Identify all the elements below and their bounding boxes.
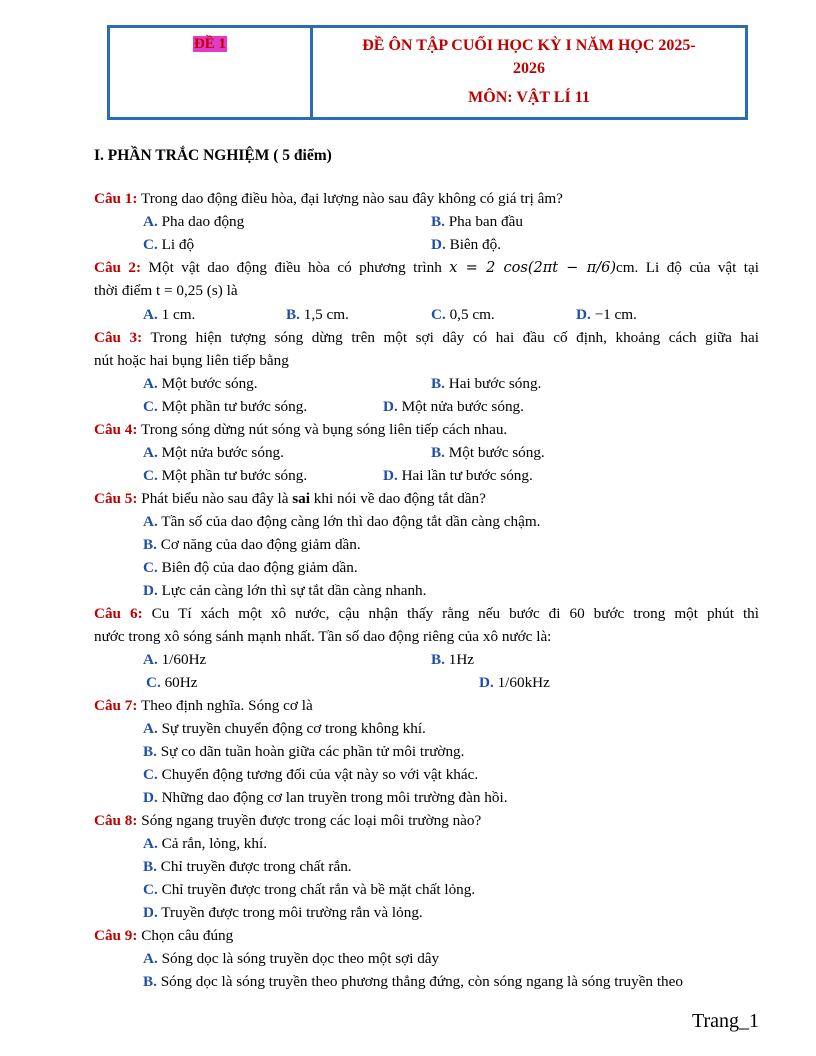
q7-option-c: C. Chuyển động tương đối của vật này so với vật khác. xyxy=(143,766,479,783)
question-3: Câu 3: Trong hiện tượng sóng dừng trên một sợi dây có hai đầu cố định, khoảng cách giữa hai xyxy=(94,329,759,346)
page-number: Trang_1 xyxy=(691,1010,759,1032)
q3-option-d: D. Một nửa bước sóng. xyxy=(383,398,524,415)
q4-option-c: C. Một phần tư bước sóng. xyxy=(143,467,308,484)
q5-option-b: B. Cơ năng của dao động giảm dần. xyxy=(143,536,361,553)
q8-option-a: A. Cả rắn, lỏng, khí. xyxy=(143,835,268,852)
q7-option-b: B. Sự co dãn tuần hoàn giữa các phần tử môi trường. xyxy=(143,743,465,760)
q2-option-a: A. 1 cm. xyxy=(143,306,196,323)
q1-option-d: D. Biên độ. xyxy=(431,236,502,253)
question-1: Câu 1: Trong dao động điều hòa, đại lượng nào sau đây không có giá trị âm? xyxy=(94,190,563,207)
q5-option-a: A. Tần số của dao động càng lớn thì dao động tắt dần càng chậm. xyxy=(143,513,541,530)
q1-option-c: C. Li độ xyxy=(143,236,195,253)
section-title: I. PHẦN TRẮC NGHIỆM ( 5 điểm) xyxy=(94,147,332,164)
q7-option-d: D. Những dao động cơ lan truyền trong môi trường đàn hồi. xyxy=(143,789,508,806)
q4-option-a: A. Một nửa bước sóng. xyxy=(143,444,284,461)
q6-option-d: D. 1/60kHz xyxy=(479,674,550,691)
exam-code: ĐỀ 1 xyxy=(193,36,227,52)
q8-option-b: B. Chỉ truyền được trong chất rắn. xyxy=(143,858,352,875)
q7-option-a: A. Sự truyền chuyển động cơ trong không khí. xyxy=(143,720,426,737)
q8-option-d: D. Truyền được trong môi trường rắn và lỏng. xyxy=(143,904,423,921)
q4-option-b: B. Một bước sóng. xyxy=(431,444,545,461)
q1-option-a: A. Pha dao động xyxy=(143,213,245,230)
q6-option-c: C. 60Hz xyxy=(146,674,198,691)
q9-option-a: A. Sóng dọc là sóng truyền dọc theo một sợi dây xyxy=(143,950,440,967)
exam-title: ĐỀ ÔN TẬP CUỐI HỌC KỲ I NĂM HỌC 2025- 2026 xyxy=(362,37,696,77)
equation: x = 2 cos(2πt − π/6) xyxy=(449,260,616,276)
q9-option-b: B. Sóng dọc là sóng truyền theo phương thẳng đứng, còn sóng ngang là sóng truyền theo xyxy=(143,973,683,990)
question-6-cont: nước trong xô sóng sánh mạnh nhất. Tần số dao động riêng của xô nước là: xyxy=(94,628,552,645)
question-7: Câu 7: Theo định nghĩa. Sóng cơ là xyxy=(94,697,313,714)
question-8: Câu 8: Sóng ngang truyền được trong các loại môi trường nào? xyxy=(94,812,482,829)
exam-subject: MÔN: VẬT LÍ 11 xyxy=(468,89,590,106)
question-3-cont: nút hoặc hai bụng liên tiếp bằng xyxy=(94,352,289,369)
q3-option-b: B. Hai bước sóng. xyxy=(431,375,542,392)
q2-option-b: B. 1,5 cm. xyxy=(286,306,349,323)
question-2-cont: thời điểm t = 0,25 (s) là xyxy=(94,282,238,299)
q4-option-d: D. Hai lần tư bước sóng. xyxy=(383,467,533,484)
header-table xyxy=(107,25,748,120)
q3-option-a: A. Một bước sóng. xyxy=(143,375,258,392)
q3-option-c: C. Một phần tư bước sóng. xyxy=(143,398,308,415)
q6-option-b: B. 1Hz xyxy=(431,651,475,668)
question-5: Câu 5: Phát biểu nào sau đây là sai khi nói về dao động tắt dần? xyxy=(94,490,486,507)
question-6: Câu 6: Cu Tí xách một xô nước, cậu nhận thấy rằng nếu bước đi 60 bước trong một phút thì xyxy=(94,605,759,622)
q5-option-c: C. Biên độ của dao động giảm dần. xyxy=(143,559,358,576)
q6-option-a: A. 1/60Hz xyxy=(143,651,207,668)
q1-option-b: B. Pha ban đầu xyxy=(431,213,523,230)
q8-option-c: C. Chỉ truyền được trong chất rắn và bề mặt chất lỏng. xyxy=(143,881,476,898)
question-2: Câu 2: Một vật dao động điều hòa có phương trình x = 2 cos(2πt − π/6)cm. Li độ của vật tại xyxy=(94,259,759,276)
q2-option-d: D. −1 cm. xyxy=(576,306,637,323)
q5-option-d: D. Lực cản càng lớn thì sự tắt dần càng nhanh. xyxy=(143,582,427,599)
q2-option-c: C. 0,5 cm. xyxy=(431,306,495,323)
exam-code-cell xyxy=(110,28,313,117)
question-4: Câu 4: Trong sóng dừng nút sóng và bụng sóng liên tiếp cách nhau. xyxy=(94,421,508,438)
question-9: Câu 9: Chọn câu đúng xyxy=(94,927,234,944)
exam-title-cell xyxy=(313,28,745,117)
